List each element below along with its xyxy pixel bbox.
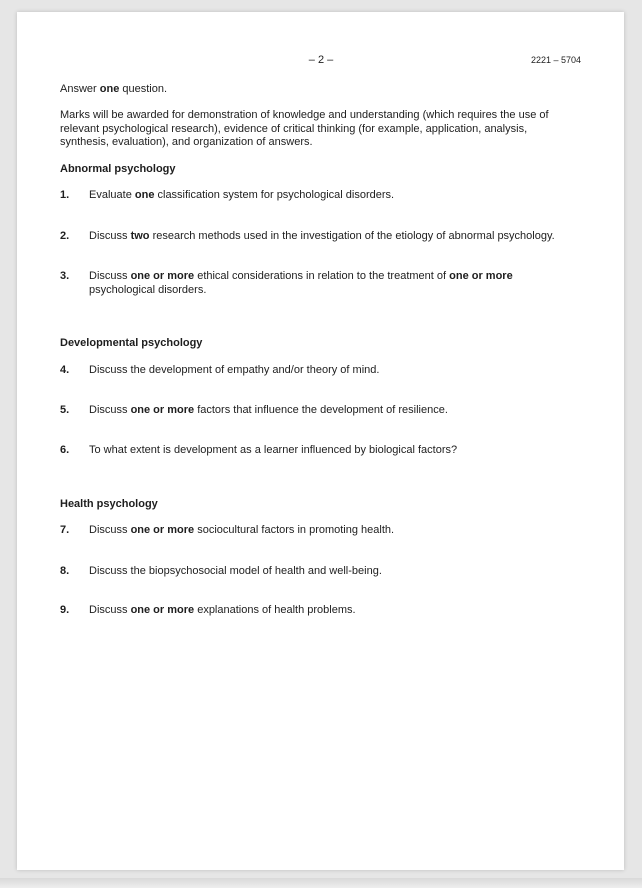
answer-instruction: [60, 83, 570, 97]
question-text: To what extent is development as a learner influenced by biological factors?: [89, 444, 458, 456]
question-text: research methods used in the investigation of the etiology of abnormal psychology.: [149, 230, 555, 242]
question-4: [60, 364, 590, 378]
question-number: 8.: [60, 565, 70, 577]
question-number: 3.: [60, 270, 70, 282]
question-emphasis: one or more: [449, 270, 513, 282]
question-text: Discuss: [89, 604, 131, 616]
section-heading-developmental: Developmental psychology: [60, 337, 203, 349]
question-emphasis: one or more: [130, 404, 195, 416]
next-page-edge: [0, 878, 642, 888]
question-number: 7.: [60, 524, 70, 536]
question-number: 2.: [60, 230, 70, 242]
question-5: [60, 404, 590, 418]
question-text: Discuss: [89, 524, 131, 536]
question-6: [60, 444, 590, 458]
question-text: Discuss: [89, 230, 131, 242]
section-heading-abnormal: Abnormal psychology: [60, 163, 176, 175]
document-code: 2221 – 5704: [530, 55, 581, 65]
question-emphasis: one or more: [130, 270, 195, 282]
question-text: psychological disorders.: [89, 283, 207, 296]
question-text: classification system for psychological disorders.: [154, 189, 395, 201]
question-number: 6.: [60, 444, 70, 456]
question-text: Discuss the biopsychosocial model of health and well-being.: [89, 565, 382, 577]
question-number: 5.: [60, 404, 70, 416]
answer-prefix: Answer: [60, 83, 100, 95]
section-heading-health: Health psychology: [60, 498, 158, 510]
question-emphasis: one or more: [130, 604, 195, 616]
question-3: [60, 270, 590, 297]
marks-instruction: Marks will be awarded for demonstration of knowledge and understanding (which requires the use of relevant psychological research), evidence of critical thinking (for example, application, analysis, synthesis, evaluation), and organization of answers.: [60, 109, 549, 148]
page-number: – 2 –: [308, 54, 334, 66]
question-text: sociocultural factors in promoting health.: [194, 524, 395, 536]
question-2: [60, 230, 590, 244]
question-number: 1.: [60, 189, 70, 201]
question-text: Discuss the development of empathy and/or theory of mind.: [89, 364, 380, 376]
question-number: 4.: [60, 364, 70, 376]
question-9: [60, 604, 590, 618]
question-number: 9.: [60, 604, 70, 616]
question-8: [60, 565, 590, 579]
question-text: explanations of health problems.: [194, 604, 356, 616]
question-emphasis: one or more: [130, 524, 195, 536]
question-text: Discuss: [89, 404, 131, 416]
question-text: Evaluate: [89, 189, 135, 201]
answer-suffix: question.: [119, 83, 168, 95]
question-emphasis: two: [130, 230, 150, 242]
question-emphasis: one: [134, 189, 155, 201]
question-1: [60, 189, 590, 203]
question-text: Discuss: [89, 270, 131, 282]
question-7: [60, 524, 590, 538]
answer-bold: one: [99, 83, 120, 95]
question-text: factors that influence the development of resilience.: [194, 404, 448, 416]
question-text: ethical considerations in relation to the treatment of: [194, 270, 450, 282]
